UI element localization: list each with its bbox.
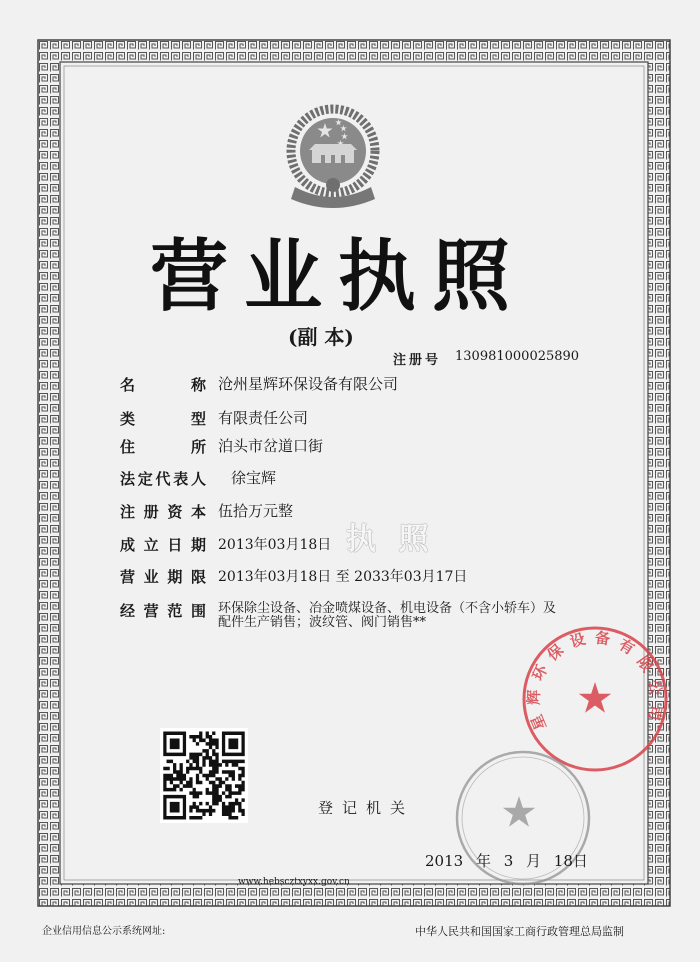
website-url: www.hebscztxyxx.gov.cn (238, 877, 350, 887)
national-emblem (285, 95, 381, 217)
company-seal-text (525, 629, 666, 733)
field-value-address: 泊头市岔道口街 (218, 437, 324, 455)
qr-code (160, 728, 248, 823)
field-value-type: 有限责任公司 (218, 409, 309, 427)
field-label-legal-representative: 法定代表人 (120, 470, 206, 488)
document-title: 营业执照 (150, 231, 527, 322)
field-value-business-term: 2013年03月18日 至 2033年03月17日 (218, 569, 468, 585)
field-label-business-term: 营业期限 (120, 568, 206, 586)
field-value-legal-representative: 徐宝辉 (231, 469, 277, 487)
footer-supervisor-label: 中华人民共和国国家工商行政管理总局监制 (415, 925, 624, 938)
field-value-business-scope-line-2: 配件生产销售；波纹管、阀门销售** (218, 615, 427, 630)
emblem-gate-roof (309, 144, 357, 150)
field-label-name: 名 称 (120, 376, 206, 394)
field-value-name: 沧州星辉环保设备有限公司 (218, 375, 399, 393)
registration-number: 130981000025890 (455, 349, 580, 364)
field-label-establishment-date: 成立日期 (120, 536, 206, 554)
company-seal-star (579, 682, 611, 713)
field-value-business-scope-line-1: 环保除尘设备、冶金喷煤设备、机电设备（不含小轿车）及 (218, 601, 557, 616)
registration-authority-label: 登记机关 (318, 799, 415, 817)
issue-date: 2013 年 3 月 18日 (425, 852, 588, 870)
emblem-gate-door (331, 155, 335, 163)
copy-label: (副 本) (288, 325, 354, 349)
emblem-gate-door (341, 155, 345, 163)
field-label-registered-capital: 注册资本 (120, 503, 206, 521)
field-label-type: 类 型 (120, 410, 206, 428)
registration-number-label: 注册号 (393, 353, 442, 368)
company-seal-text-path: 星辉环保设备有限公司 (524, 628, 666, 733)
watermark-text: 执 照 (346, 522, 435, 557)
authority-seal-star (503, 796, 535, 827)
field-value-establishment-date: 2013年03月18日 (218, 537, 332, 553)
footer-credit-system-label: 企业信用信息公示系统网址: (42, 926, 166, 937)
field-label-business-scope: 经营范围 (120, 602, 206, 620)
emblem-gear (326, 178, 340, 192)
field-value-registered-capital: 伍拾万元整 (218, 502, 294, 520)
field-label-address: 住 所 (120, 438, 206, 456)
emblem-gate-door (321, 155, 325, 163)
